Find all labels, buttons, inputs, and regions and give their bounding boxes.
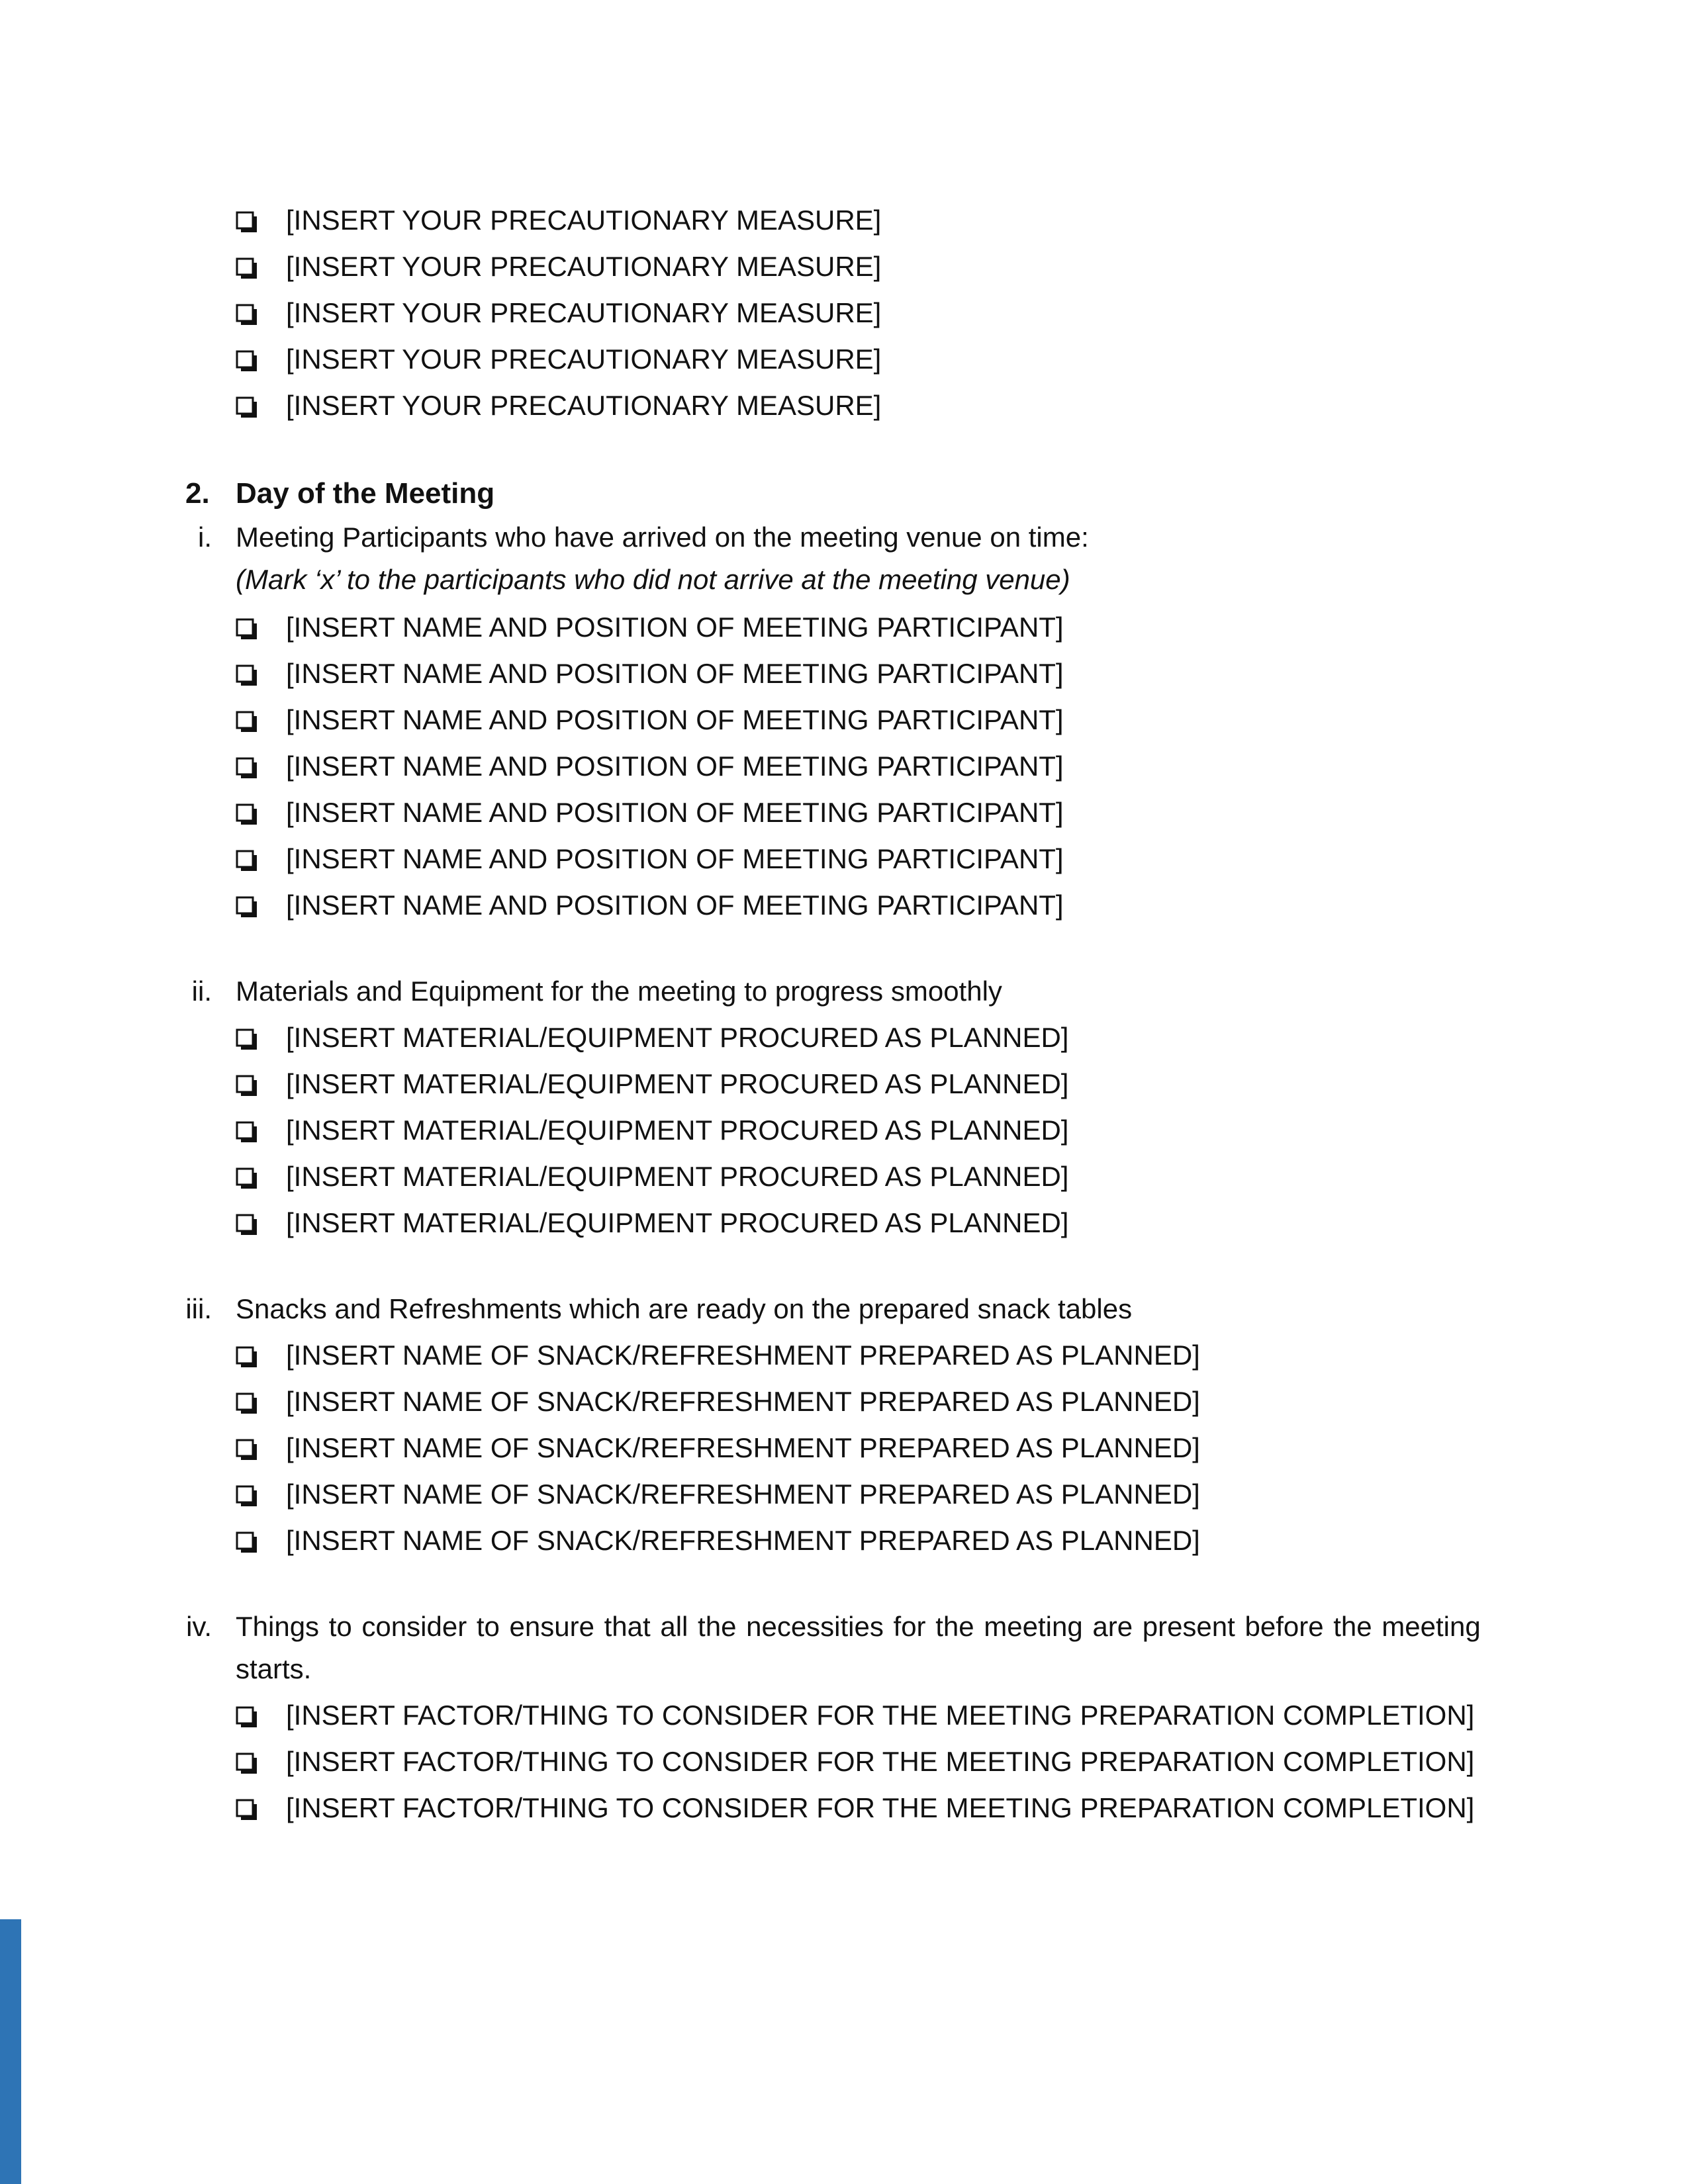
checklist-item-text: [INSERT YOUR PRECAUTIONARY MEASURE] <box>286 251 882 282</box>
subsection-text: Materials and Equipment for the meeting to progress smoothly <box>236 976 1002 1007</box>
checklist-item-text: [INSERT YOUR PRECAUTIONARY MEASURE] <box>286 343 882 375</box>
checkbox-icon[interactable] <box>236 304 257 325</box>
checklist-item-text: [INSERT NAME OF SNACK/REFRESHMENT PREPARED AS PLANNED] <box>286 1525 1200 1556</box>
checklist-item-text: [INSERT NAME AND POSITION OF MEETING PARTICIPANT] <box>286 843 1064 874</box>
checkbox-icon[interactable] <box>236 711 257 732</box>
checkbox-icon[interactable] <box>236 1214 257 1235</box>
subsection-text: Snacks and Refreshments which are ready on the prepared snack tables <box>236 1293 1133 1324</box>
checklist-item-text: [INSERT MATERIAL/EQUIPMENT PROCURED AS PLANNED] <box>286 1068 1069 1099</box>
checkbox-icon[interactable] <box>236 1167 257 1189</box>
checklist-item-text: [INSERT MATERIAL/EQUIPMENT PROCURED AS PLANNED] <box>286 1207 1069 1238</box>
checklist-item-text: [INSERT NAME AND POSITION OF MEETING PARTICIPANT] <box>286 751 1064 782</box>
checklist-item-text: [INSERT YOUR PRECAUTIONARY MEASURE] <box>286 205 882 236</box>
checkbox-icon[interactable] <box>236 1028 257 1050</box>
checklist-item-text: [INSERT YOUR PRECAUTIONARY MEASURE] <box>286 297 882 328</box>
section-title: Day of the Meeting <box>236 477 495 510</box>
checkbox-icon[interactable] <box>236 1752 257 1774</box>
subsection-note: (Mark ‘x’ to the participants who did not arrive at the meeting venue) <box>236 564 1070 595</box>
subsection-text-continued: starts. <box>236 1653 312 1684</box>
checkbox-icon[interactable] <box>236 896 257 917</box>
checklist-item-text: [INSERT MATERIAL/EQUIPMENT PROCURED AS PLANNED] <box>286 1022 1069 1053</box>
checklist-item-text: [INSERT FACTOR/THING TO CONSIDER FOR THE MEETING PREPARATION COMPLETION] <box>286 1746 1475 1777</box>
checklist-item-text: [INSERT FACTOR/THING TO CONSIDER FOR THE MEETING PREPARATION COMPLETION] <box>286 1792 1475 1823</box>
subsection-text: Things to consider to ensure that all the necessities for the meeting are present before the meeting <box>236 1611 1481 1642</box>
checkbox-icon[interactable] <box>236 1121 257 1142</box>
checkbox-icon[interactable] <box>236 1439 257 1460</box>
checklist-item-text: [INSERT MATERIAL/EQUIPMENT PROCURED AS PLANNED] <box>286 1115 1069 1146</box>
checklist-item-text: [INSERT NAME OF SNACK/REFRESHMENT PREPARED AS PLANNED] <box>286 1340 1200 1371</box>
checklist-item-text: [INSERT MATERIAL/EQUIPMENT PROCURED AS PLANNED] <box>286 1161 1069 1192</box>
checklist-item-text: [INSERT NAME AND POSITION OF MEETING PARTICIPANT] <box>286 797 1064 828</box>
list-marker: iv. <box>186 1611 212 1642</box>
list-marker: iii. <box>185 1293 212 1324</box>
checkbox-icon[interactable] <box>236 396 257 418</box>
checkbox-icon[interactable] <box>236 803 257 825</box>
list-marker: ii. <box>191 976 212 1007</box>
checklist-item-text: [INSERT NAME OF SNACK/REFRESHMENT PREPARED AS PLANNED] <box>286 1432 1200 1463</box>
checkbox-icon[interactable] <box>236 618 257 639</box>
checkbox-icon[interactable] <box>236 1531 257 1553</box>
checkbox-icon[interactable] <box>236 1485 257 1506</box>
checklist-item-text: [INSERT NAME OF SNACK/REFRESHMENT PREPARED AS PLANNED] <box>286 1386 1200 1417</box>
checkbox-icon[interactable] <box>236 1392 257 1414</box>
checkbox-icon[interactable] <box>236 664 257 686</box>
checkbox-icon[interactable] <box>236 257 257 279</box>
checkbox-icon[interactable] <box>236 1799 257 1820</box>
checkbox-icon[interactable] <box>236 850 257 871</box>
checklist-item-text: [INSERT NAME OF SNACK/REFRESHMENT PREPARED AS PLANNED] <box>286 1479 1200 1510</box>
checkbox-icon[interactable] <box>236 1346 257 1367</box>
checklist-item-text: [INSERT NAME AND POSITION OF MEETING PARTICIPANT] <box>286 704 1064 735</box>
section-number: 2. <box>185 477 210 510</box>
checklist-item-text: [INSERT NAME AND POSITION OF MEETING PARTICIPANT] <box>286 658 1064 689</box>
subsection-text: Meeting Participants who have arrived on the meeting venue on time: <box>236 522 1089 553</box>
checkbox-icon[interactable] <box>236 211 257 232</box>
checkbox-icon[interactable] <box>236 757 257 778</box>
checklist-item-text: [INSERT YOUR PRECAUTIONARY MEASURE] <box>286 390 882 421</box>
checkbox-icon[interactable] <box>236 1075 257 1096</box>
checklist-item-text: [INSERT FACTOR/THING TO CONSIDER FOR THE MEETING PREPARATION COMPLETION] <box>286 1700 1475 1731</box>
checklist-item-text: [INSERT NAME AND POSITION OF MEETING PARTICIPANT] <box>286 889 1064 921</box>
checkbox-icon[interactable] <box>236 1706 257 1727</box>
list-marker: i. <box>198 522 212 553</box>
checkbox-icon[interactable] <box>236 350 257 371</box>
accent-bar <box>0 1919 21 2184</box>
checklist-item-text: [INSERT NAME AND POSITION OF MEETING PARTICIPANT] <box>286 612 1064 643</box>
